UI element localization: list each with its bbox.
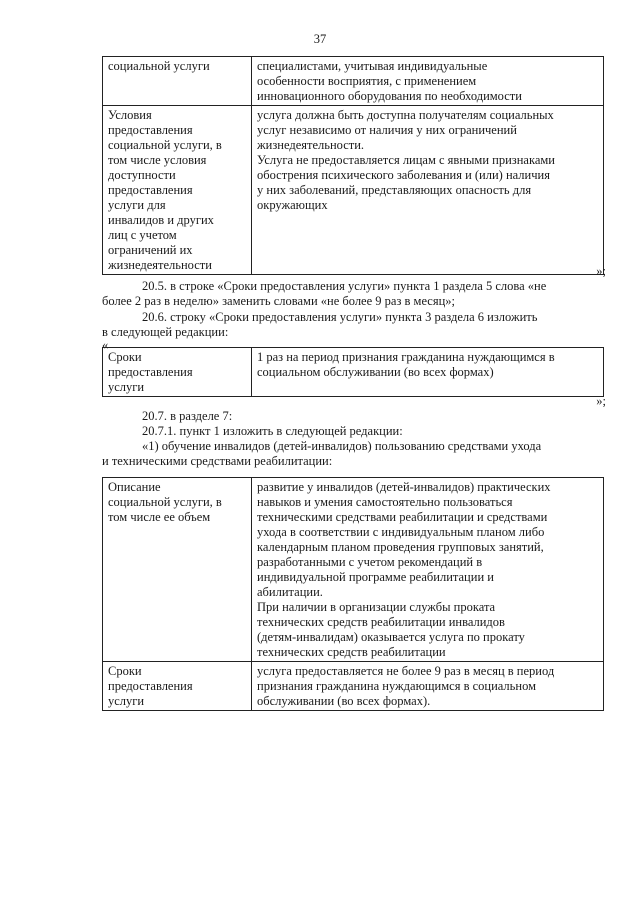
table-row — [103, 106, 604, 275]
table-cell-content: услуга должна быть доступна получателям социальных услуг независимо от наличия у них ограничений жизнедеятельности. Услуга не предоставляется лицам с явными признаками обострения психического заболевания и (или) наличия у них заболеваний, представляющих опасность для окружающих — [252, 106, 604, 275]
table-cell-label: Условия предоставления социальной услуги, в том числе условия доступности предоставления услуги для инвалидов и других лиц с учетом ограничений их жизнедеятельности — [103, 106, 252, 275]
table-cell-content: развитие у инвалидов (детей-инвалидов) практических навыков и умения самостоятельно пользоваться техническими средствами реабилитации и средствами ухода в соответствии с индивидуальным планом либо календарным планом проведения групповых занятий, разработанными с учетом рекомендаций в индивидуальной программе реабилитации и абилитации. При наличии в организации службы проката технических средств реабилитации инвалидов (детям-инвалидам) оказывается услуга по прокату технических средств реабилитации — [252, 478, 604, 662]
closing-quote: »; — [596, 394, 606, 408]
closing-quote: »; — [596, 264, 606, 278]
table-row — [103, 348, 604, 397]
table-row — [103, 662, 604, 711]
paragraph-20-7: 20.7. в разделе 7: — [142, 409, 233, 423]
table-cell-content: услуга предоставляется не более 9 раз в месяц в период признания гражданина нуждающимся в социальном обслуживании (во всех формах). — [252, 662, 604, 711]
table-service-terms — [102, 347, 604, 397]
paragraph-20-5-line1: 20.5. в строке «Сроки предоставления услуги» пункта 1 раздела 5 слова «не — [142, 279, 547, 293]
table-cell-label: Описание социальной услуги, в том числе ее объем — [103, 478, 252, 662]
page-number: 37 — [313, 32, 327, 46]
paragraph-item1-line2: и техническими средствами реабилитации: — [102, 454, 333, 468]
table-cell-label: Сроки предоставления услуги — [103, 348, 252, 397]
paragraph-20-5-line2: более 2 раз в неделю» заменить словами «не более 9 раз в месяц»; — [102, 294, 456, 308]
opening-quote: « — [102, 338, 109, 352]
table-cell-content: 1 раз на период признания гражданина нуждающимся в социальном обслуживании (во всех формах) — [252, 348, 604, 397]
table-row — [103, 478, 604, 662]
table-training-service — [102, 477, 604, 711]
paragraph-20-6-line1: 20.6. строку «Сроки предоставления услуги» пункта 3 раздела 6 изложить — [142, 310, 538, 324]
paragraph-item1-line1: «1) обучение инвалидов (детей-инвалидов) пользованию средствами ухода — [142, 439, 542, 453]
table-service-conditions — [102, 56, 604, 275]
table-row — [103, 57, 604, 106]
table-cell-label: Сроки предоставления услуги — [103, 662, 252, 711]
paragraph-20-7-1: 20.7.1. пункт 1 изложить в следующей редакции: — [142, 424, 403, 438]
table-cell-content: специалистами, учитывая индивидуальные особенности восприятия, с применением инновационного оборудования по необходимости — [252, 57, 604, 106]
table-cell-label: социальной услуги — [103, 57, 252, 106]
paragraph-20-6-line2: в следующей редакции: — [102, 325, 229, 339]
